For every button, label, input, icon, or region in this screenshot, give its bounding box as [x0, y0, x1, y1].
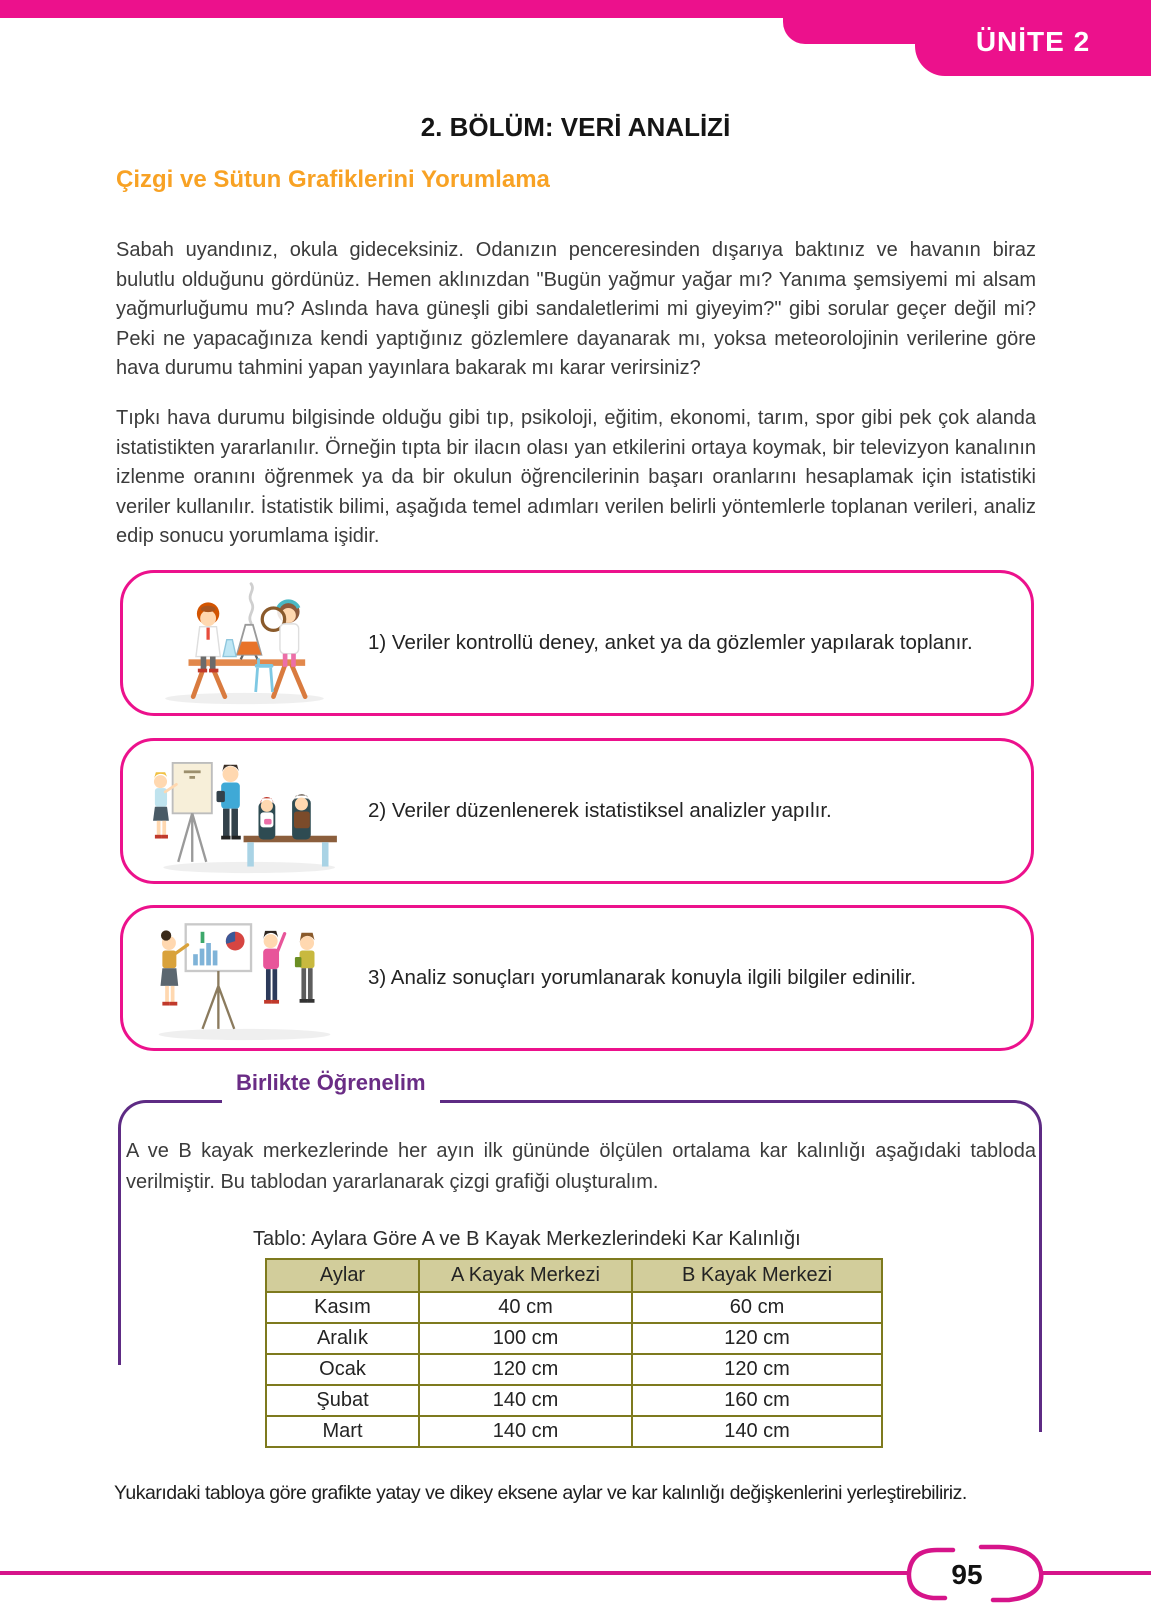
step-box-3 — [120, 905, 1034, 1051]
step-label-1: 1) Veriler kontrollü deney, anket ya da gözlemler yapılarak toplanır. — [368, 631, 973, 654]
column-header-months: Aylar — [266, 1259, 419, 1292]
cell-a: 120 cm — [419, 1354, 632, 1385]
cell-a: 100 cm — [419, 1323, 632, 1354]
snow-depth-table — [265, 1258, 883, 1448]
cell-month: Kasım — [266, 1292, 419, 1323]
table-note: Yukarıdaki tabloya göre grafikte yatay ve dikey eksene aylar ve kar kalınlığı değişkenlerini yerleştirebiliriz. — [114, 1482, 967, 1504]
cell-month: Aralık — [266, 1323, 419, 1354]
learn-together-body: A ve B kayak merkezlerinde her ayın ilk gününde ölçülen ortalama kar kalınlığı aşağıdaki tabloda verilmiştir. Bu tablodan yararlanarak çizgi grafiği oluşturalım. — [126, 1140, 1036, 1193]
meeting-illustration — [137, 748, 352, 874]
section-title: 2. BÖLÜM: VERİ ANALİZİ — [420, 112, 731, 142]
step-box-1 — [120, 570, 1034, 716]
learn-together-box-border-right — [1039, 1158, 1042, 1432]
table-header-row — [266, 1259, 882, 1292]
table-row — [266, 1354, 882, 1385]
step-box-2 — [120, 738, 1034, 884]
learn-together-heading: Birlikte Öğrenelim — [222, 1070, 440, 1104]
topic-title: Çizgi ve Sütun Grafiklerini Yorumlama — [116, 166, 550, 193]
column-header-center-a: A Kayak Merkezi — [419, 1259, 632, 1292]
cell-a: 140 cm — [419, 1385, 632, 1416]
table-row — [266, 1323, 882, 1354]
table-row — [266, 1292, 882, 1323]
cell-b: 120 cm — [632, 1354, 882, 1385]
table-row — [266, 1416, 882, 1447]
presentation-illustration — [137, 915, 352, 1041]
step-label-2: 2) Veriler düzenlenerek istatistiksel analizler yapılır. — [368, 799, 832, 822]
cell-month: Mart — [266, 1416, 419, 1447]
step-label-3: 3) Analiz sonuçları yorumlanarak konuyla ilgili bilgiler edinilir. — [368, 966, 917, 989]
unit-tab — [915, 0, 1151, 76]
unit-label: ÜNİTE 2 — [975, 26, 1091, 57]
intro-paragraph-1: Sabah uyandınız, okula gideceksiniz. Odanızın penceresinden dışarıya baktınız ve havanın biraz bulutlu olduğunu gördünüz. Hemen aklınızdan "Bugün yağmur yağar mı? Yanıma şemsiyemi mi alsam yağmurluğumu mu? Aslında hava güneşli gibi sandaletlerimi mi giyeyim?" gibi sorular geçer değil mi? Peki ne yapacağınıza kendi yaptığınız gözlemlere dayanarak mı, yoksa meteorolojinin verilerine göre hava durumu tahmini yapan yayınlara bakarak mı karar verirsiniz? — [116, 239, 1036, 380]
page-number: 95 — [951, 1559, 983, 1590]
learn-together-box-border-left — [118, 1158, 121, 1365]
cell-month: Ocak — [266, 1354, 419, 1385]
cell-month: Şubat — [266, 1385, 419, 1416]
cell-b: 60 cm — [632, 1292, 882, 1323]
cell-b: 160 cm — [632, 1385, 882, 1416]
cell-b: 120 cm — [632, 1323, 882, 1354]
column-header-center-b: B Kayak Merkezi — [632, 1259, 882, 1292]
cell-a: 140 cm — [419, 1416, 632, 1447]
experiment-illustration — [137, 580, 352, 706]
cell-b: 140 cm — [632, 1416, 882, 1447]
table-title: Tablo: Aylara Göre A ve B Kayak Merkezlerindeki Kar Kalınlığı — [253, 1228, 801, 1250]
table-row — [266, 1385, 882, 1416]
cell-a: 40 cm — [419, 1292, 632, 1323]
intro-paragraph-2: Tıpkı hava durumu bilgisinde olduğu gibi tıp, psikoloji, eğitim, ekonomi, tarım, spor gibi pek çok alanda istatistikten yararlanılır. Örneğin tıpta bir ilacın olası yan etkilerini ortaya koymak, bir televizyon kanalının izlenme oranını öğrenmek ya da bir okulun öğrencilerinin başarı oranlarını hesaplamak için istatistiki veriler kullanılır. İstatistik bilimi, aşağıda temel adımları verilen belirli yöntemlerle toplanan verileri, analiz edip sonucu yorumlama işidir. — [116, 407, 1036, 548]
page-number-bubble — [895, 1538, 1055, 1608]
